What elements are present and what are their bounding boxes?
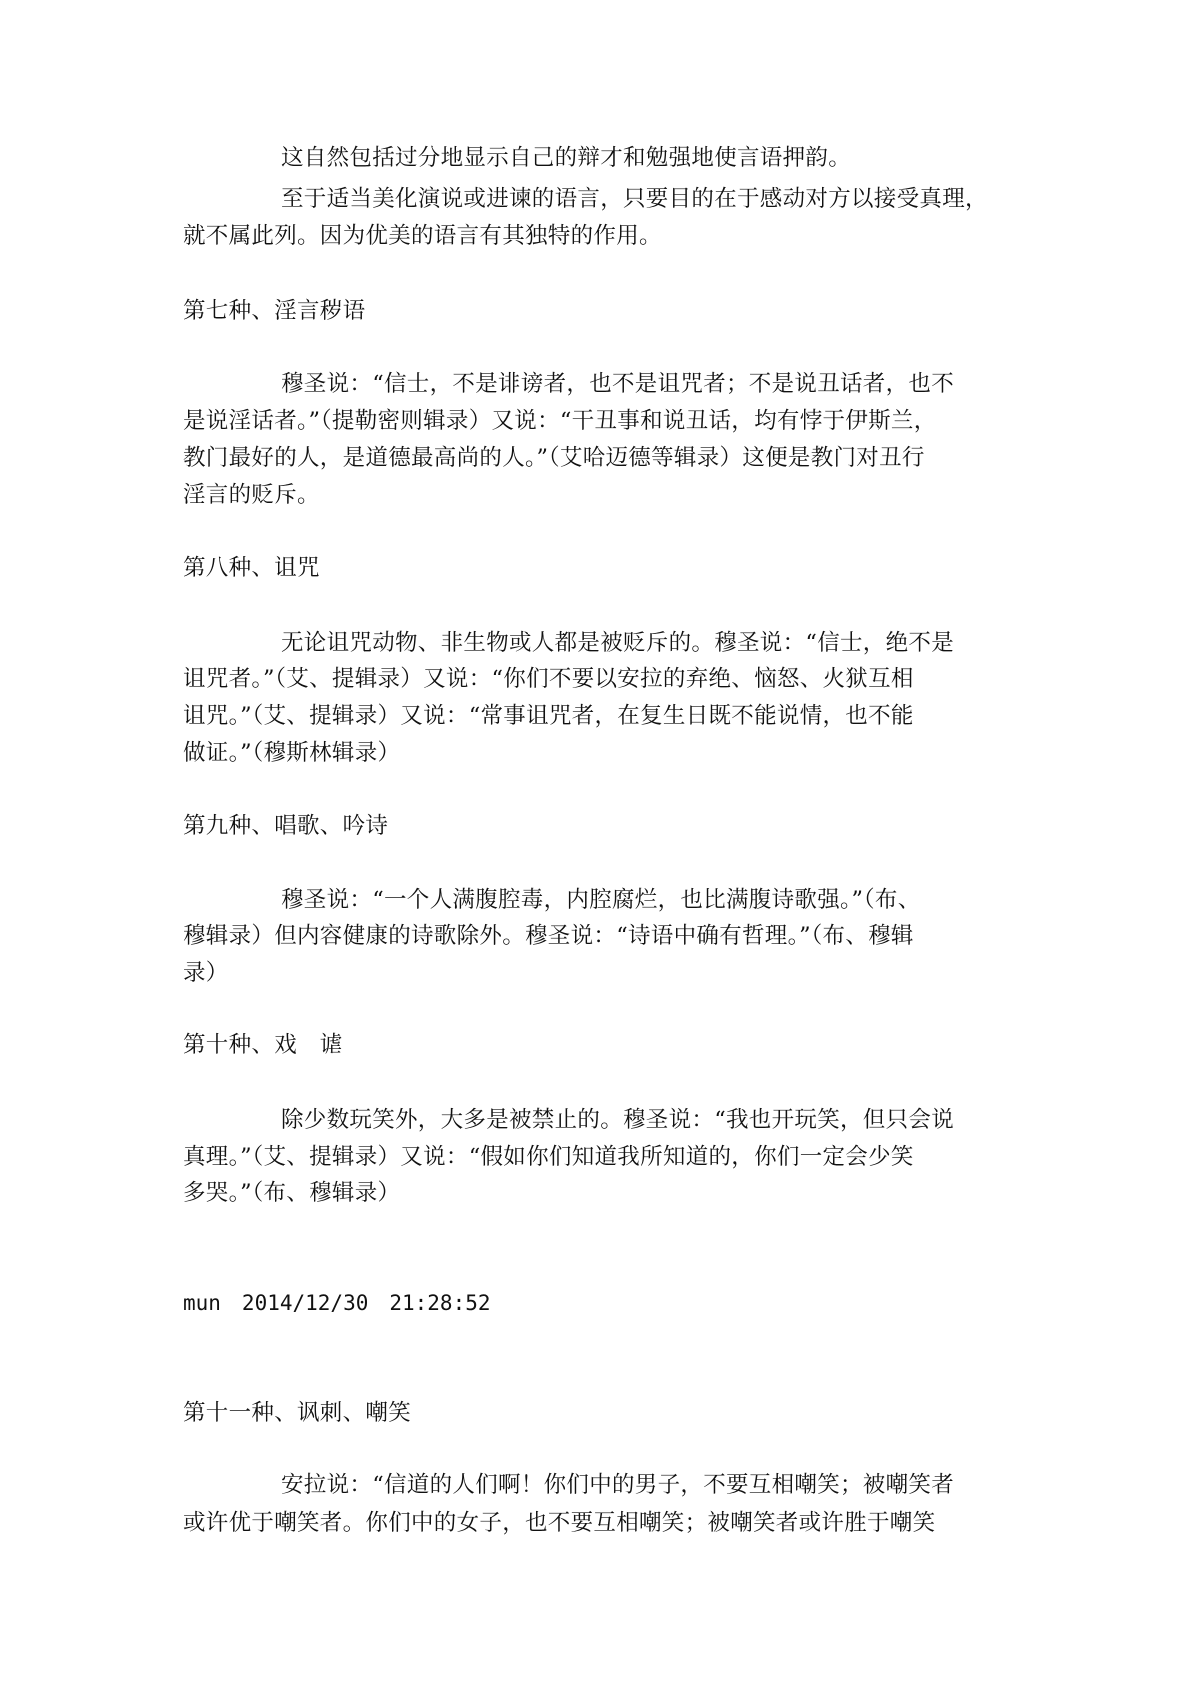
- section-8-line-4: 做证。”（穆斯林辑录）: [183, 740, 401, 766]
- section-heading-8: 第八种、诅咒: [183, 555, 320, 581]
- section-heading-9: 第九种、唱歌、吟诗: [183, 813, 389, 839]
- section-9-line-2: 穆辑录）但内容健康的诗歌除外。穆圣说：“诗语中确有哲理。”（布、穆辑: [183, 923, 914, 949]
- section-9-line-3: 录）: [183, 960, 229, 986]
- section-heading-7: 第七种、淫言秽语: [183, 298, 366, 324]
- section-10-line-3: 多哭。”（布、穆辑录）: [183, 1180, 401, 1206]
- section-7-line-1: 穆圣说：“信士，不是诽谤者，也不是诅咒者；不是说丑话者，也不: [281, 371, 955, 397]
- section-heading-11: 第十一种、讽刺、嘲笑: [183, 1400, 412, 1426]
- section-10-line-1: 除少数玩笑外，大多是被禁止的。穆圣说：“我也开玩笑，但只会说: [281, 1107, 955, 1133]
- section-11-line-1: 安拉说：“信道的人们啊！你们中的男子，不要互相嘲笑；被嘲笑者: [281, 1472, 955, 1498]
- intro-line-3: 就不属此列。因为优美的语言有其独特的作用。: [183, 223, 662, 249]
- intro-line-1: 这自然包括过分地显示自己的辩才和勉强地使言语押韵。: [281, 145, 852, 171]
- section-7-line-2: 是说淫话者。”（提勒密则辑录）又说：“干丑事和说丑话，均有悖于伊斯兰，: [183, 408, 937, 434]
- section-8-line-2: 诅咒者。”（艾、提辑录）又说：“你们不要以安拉的弃绝、恼怒、火狱互相: [183, 666, 914, 692]
- section-heading-10: 第十种、戏 谑: [183, 1032, 343, 1058]
- section-7-line-3: 教门最好的人，是道德最高尚的人。”（艾哈迈德等辑录）这便是教门对丑行: [183, 445, 925, 471]
- section-8-line-3: 诅咒。”（艾、提辑录）又说：“常事诅咒者，在复生日既不能说情，也不能: [183, 703, 914, 729]
- section-8-line-1: 无论诅咒动物、非生物或人都是被贬斥的。穆圣说：“信士，绝不是: [281, 630, 955, 656]
- intro-line-2: 至于适当美化演说或进谏的语言，只要目的在于感动对方以接受真理，: [281, 186, 988, 212]
- section-7-line-4: 淫言的贬斥。: [183, 482, 320, 508]
- section-11-line-2: 或许优于嘲笑者。你们中的女子，也不要互相嘲笑；被嘲笑者或许胜于嘲笑: [183, 1510, 936, 1536]
- section-10-line-2: 真理。”（艾、提辑录）又说：“假如你们知道我所知道的，你们一定会少笑: [183, 1144, 914, 1170]
- section-9-line-1: 穆圣说：“一个人满腹腔毒，内腔腐烂，也比满腹诗歌强。”（布、: [281, 887, 921, 913]
- post-author-timestamp: mun 2014/12/30 21:28:52: [183, 1291, 491, 1315]
